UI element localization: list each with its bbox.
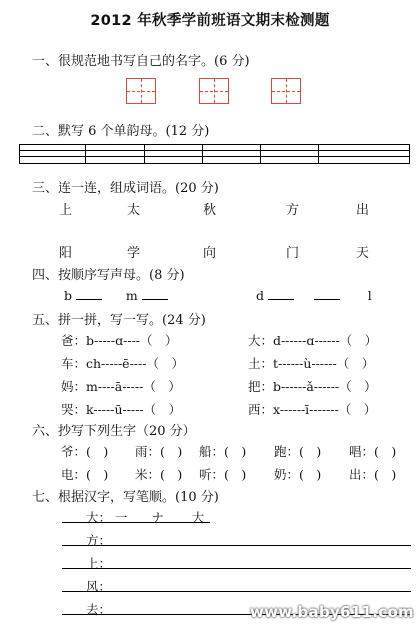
section-6-heading: 六、抄写下列生字（20 分） (32, 424, 196, 439)
section-2-heading: 二、默写 6 个单韵母。(12 分) (32, 124, 210, 139)
section-1-heading: 一、很规范地书写自己的名字。(6 分) (32, 54, 250, 69)
pinyin-item: 车：ch-----ē----（ ） (61, 356, 184, 371)
page-title: 2012 年秋季学前班语文期末检测题 (90, 13, 330, 29)
pinyin-item: 把：b------ǎ------（ ） (248, 379, 377, 394)
pinyin-item: 哭：k-----ū-----（ ） (61, 402, 182, 417)
word-top-char: 上 (59, 203, 73, 218)
copy-char-item: 跑：( ) (274, 444, 322, 459)
copy-char-item: 奶：( ) (274, 467, 322, 482)
initial-letter: d (256, 288, 265, 303)
word-top-char: 方 (286, 203, 300, 218)
stroke-example-row (86, 508, 204, 526)
initial-letter: l (367, 288, 372, 303)
pinyin-item: 土：t------ù------（ ） (248, 356, 375, 371)
answer-blank (268, 287, 294, 300)
example-char: 大： (86, 510, 112, 525)
writing-line (62, 545, 411, 546)
word-bottom-char: 门 (286, 246, 300, 261)
stroke-char-label: 上： (86, 556, 112, 571)
initials-row-right (256, 287, 372, 303)
website-watermark: www.baby611.com (249, 603, 414, 621)
word-top-char: 秋 (203, 203, 217, 218)
stroke-char-label: 方： (86, 533, 112, 548)
initial-letter: m (125, 288, 138, 303)
initials-row-left (64, 287, 168, 303)
pinyin-item: 西：x------ī-------（ ） (248, 402, 377, 417)
answer-blank (314, 287, 340, 300)
copy-char-item: 雨：( ) (135, 444, 183, 459)
copy-char-item: 米：( ) (135, 467, 183, 482)
copy-char-item: 出：( ) (349, 467, 397, 482)
four-line-writing-grid (19, 144, 410, 164)
pinyin-item: 爸：b-----ɑ----（ ） (61, 333, 178, 348)
stroke-char-label: 去： (86, 602, 112, 617)
stroke-char-label: 风： (86, 579, 112, 594)
writing-line (62, 568, 411, 569)
writing-line (62, 522, 210, 523)
writing-grid-box (199, 78, 229, 104)
word-bottom-char: 学 (127, 246, 141, 261)
section-4-heading: 四、按顺序写声母。(8 分) (32, 268, 185, 283)
writing-grid-box (271, 78, 301, 104)
pinyin-item: 大：d------ɑ------（ ） (248, 333, 378, 348)
stroke-step: ナ (151, 510, 164, 525)
copy-char-item: 电：( ) (61, 467, 109, 482)
copy-char-item: 爷：( ) (61, 444, 109, 459)
section-3-heading: 三、连一连，组成词语。(20 分) (32, 181, 219, 196)
writing-grid-box (126, 78, 156, 104)
stroke-step: 大 (191, 510, 205, 525)
copy-char-item: 听：( ) (199, 467, 247, 482)
word-top-char: 出 (356, 203, 370, 218)
stroke-step: 一 (115, 510, 128, 525)
answer-blank (142, 287, 168, 300)
word-bottom-char: 天 (356, 246, 370, 261)
section-5-heading: 五、拼一拼，写一写。(24 分) (32, 313, 206, 328)
word-bottom-char: 向 (203, 246, 217, 261)
initial-letter: b (64, 288, 73, 303)
pinyin-item: 妈：m----ā-----（ ） (61, 379, 181, 394)
answer-blank (76, 287, 102, 300)
copy-char-item: 唱：( ) (349, 444, 397, 459)
copy-char-item: 船：( ) (199, 444, 247, 459)
word-bottom-char: 阳 (59, 246, 73, 261)
writing-line (62, 591, 411, 592)
section-7-heading: 七、根据汉字，写笔顺。(10 分) (32, 490, 219, 505)
word-top-char: 太 (127, 203, 141, 218)
